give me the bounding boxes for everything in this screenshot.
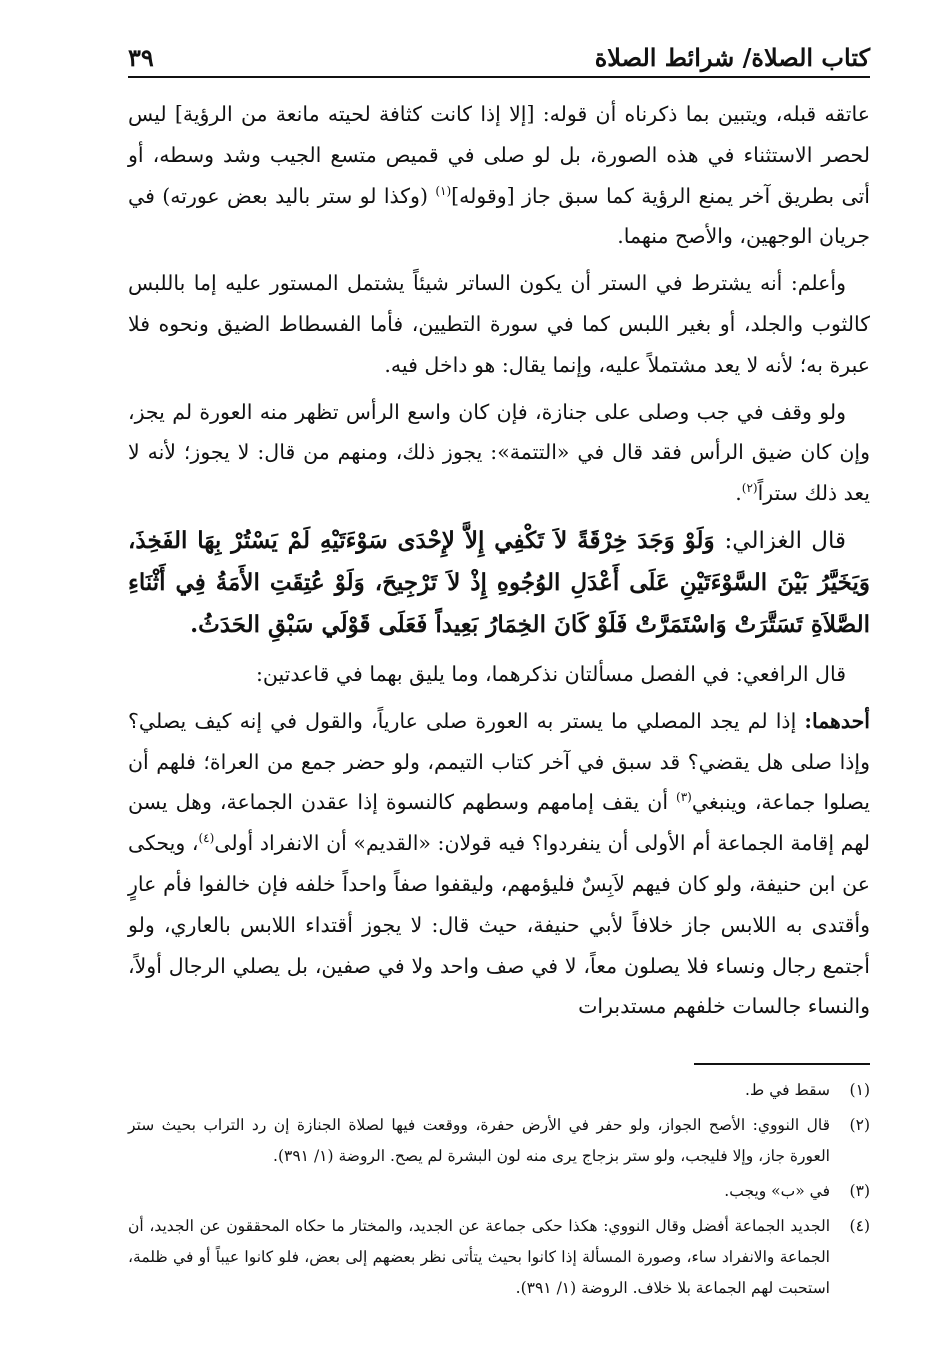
footnote-ref: (٣) bbox=[676, 790, 692, 805]
footnotes bbox=[128, 1075, 870, 1304]
footnote-text: الجديد الجماعة أفضل وقال النووي: هكذا حكى جماعة عن الجديد، والمختار ما حكاه المحققون عن الجديد، أن الجماعة والانفراد ساء، وصورة المسألة إذا كانوا بحيث يتأتى نظر بعضهم إلى بعض، فلو كانوا عيباً أو في ظلمة، استحبت لهم الجماعة بلا خلاف. الروضة (١/ ٣٩١). bbox=[128, 1217, 830, 1298]
footnote bbox=[128, 1075, 870, 1106]
page-header bbox=[128, 30, 870, 78]
paragraph-text: ولو وقف في جب وصلى على جنازة، فإن كان واسع الرأس تظهر منه العورة لم يجز، وإن كان ضيق الرأس فقد قال في «التتمة»: يجوز ذلك، ومنهم من قال: لا يجوز؛ لأنه لا يعد ذلك ستراً bbox=[128, 399, 870, 506]
paragraph bbox=[128, 94, 870, 257]
paragraph: قال الرافعي: في الفصل مسألتان نذكرهما، وما يليق بهما في قاعدتين: bbox=[255, 661, 846, 686]
footnote-text: سقط في ط. bbox=[745, 1081, 830, 1100]
paragraph-text: . bbox=[735, 481, 742, 506]
footnote-number: (٤) bbox=[849, 1217, 870, 1236]
footnote-number: (٢) bbox=[849, 1116, 870, 1135]
footnote bbox=[128, 1176, 870, 1207]
footnote-number: (٣) bbox=[849, 1182, 870, 1201]
paragraph-text: عاتقه قبله، ويتبين بما ذكرناه أن قوله: [إلا إذا كانت كثافة لحيته مانعة من الرؤية] ليس لحصر الاستثناء في هذه الصورة، بل لو صلى في قميص متسع الجيب وشد وسطه، أو أتى بطريق آخر يمنع الرؤية كما سبق جاز [وقوله] bbox=[128, 102, 870, 208]
paragraph-text: أن يقف إمامهم وسطهم كالنسوة إذا عقدن الجماعة، وهل يسن لهم إقامة الجماعة أم الأولى أن ينفردوا؟ فيه قولان: «القديم» أن الانفراد أولى bbox=[128, 790, 870, 856]
footnote bbox=[128, 1110, 870, 1172]
paragraph: وأعلم: أنه يشترط في الستر أن يكون الساتر شيئاً يشتمل المستور عليه إما باللبس كالثوب والجلد، أو بغير اللبس كما في سورة التطيين، فأما الفسطاط الضيق ونحوه فلا عبرة به؛ لأنه لا يعد مشتملاً عليه، وإنما يقال: هو داخل فيه. bbox=[128, 271, 870, 377]
footnote-divider bbox=[694, 1063, 870, 1065]
main-text bbox=[128, 94, 870, 1027]
paragraph bbox=[128, 701, 870, 1027]
paragraph-text: ، ويحكى عن ابن حنيفة، ولو كان فيهم لاَبِسٌ فليؤمهم، وليقفوا صفاً واحداً خلفه فإن خالفوا فأم عارٍ وأقتدى به اللابس جاز خلافاً لأبي حنيفة، حيث قال: لا يجوز أقتداء اللابس بالعاري، ولو أجتمع رجال ونساء فلا يصلون معاً، لا في صف واحد ولا في صفين، بل يصلي الرجال أولاً، والنساء جالسات خلفهم مستدبرات bbox=[128, 831, 870, 1019]
running-title: كتاب الصلاة/ شرائط الصلاة bbox=[594, 43, 870, 72]
lead-word: أحدهما: bbox=[804, 708, 870, 733]
paragraph-text: إذا لم يجد المصلي ما يستر به العورة صلى عارياً، والقول في إنه كيف يصلي؟ وإذا صلى هل يقضي؟ قد سبق في آخر كتاب التيمم، ولو حضر جمع من العراة؛ فلهم أن يصلوا جماعة، وينبغي bbox=[128, 708, 870, 815]
book-page bbox=[128, 30, 870, 1308]
quote-text: وَلَوْ وَجَدَ خِرْقَةً لاَ تَكْفِي إِلاَّ لإِحْدَى سَوْءَتَيْهِ لَمْ يَسْتُرْ بِهَا الفَخِذَ، وَيَخَيَّرُ بَيْنَ السَّوْءَتَيْنِ عَلَى أَعْدَلِ الوُجُوهِ إِذْ لاَ تَرْجِيحَ، وَلَوْ عُتِقَتِ الأَمَةُ فِي أَثْنَاءِ الصَّلاَةِ تَسَتَّرَتْ وَاسْتَمَرَّتْ فَلَوْ كَانَ الخِمَارُ بَعِيداً فَعَلَى قَوْلَي سَبْقِ الحَدَثُ. bbox=[128, 526, 870, 638]
footnote-ref: (١) bbox=[435, 183, 452, 198]
footnote bbox=[128, 1211, 870, 1304]
paragraph bbox=[128, 392, 870, 514]
ghazali-quote bbox=[128, 520, 870, 646]
footnote-text: في «ب» ويجب. bbox=[724, 1182, 830, 1201]
page-number: ٣٩ bbox=[128, 43, 154, 72]
footnote-ref: (٢) bbox=[741, 481, 758, 496]
footnote-ref: (٤) bbox=[198, 831, 215, 846]
footnote-number: (١) bbox=[849, 1081, 870, 1100]
footnote-text: قال النووي: الأصح الجواز، ولو حفر في الأرض حفرة، ووقعت فيها لصلاة الجنازة إن رد التراب بحيث ستر العورة جاز، وإلا فليجب، ولو ستر بزجاج يرى منه لون البشرة لم يصح. الروضة (١/ ٣٩١). bbox=[128, 1116, 830, 1166]
paragraph-text: (وكذا لو ستر باليد بعض عورته) في جريان الوجهين، والأصح منهما. bbox=[128, 183, 870, 249]
quote-speaker: قال الغزالي: bbox=[724, 527, 846, 554]
